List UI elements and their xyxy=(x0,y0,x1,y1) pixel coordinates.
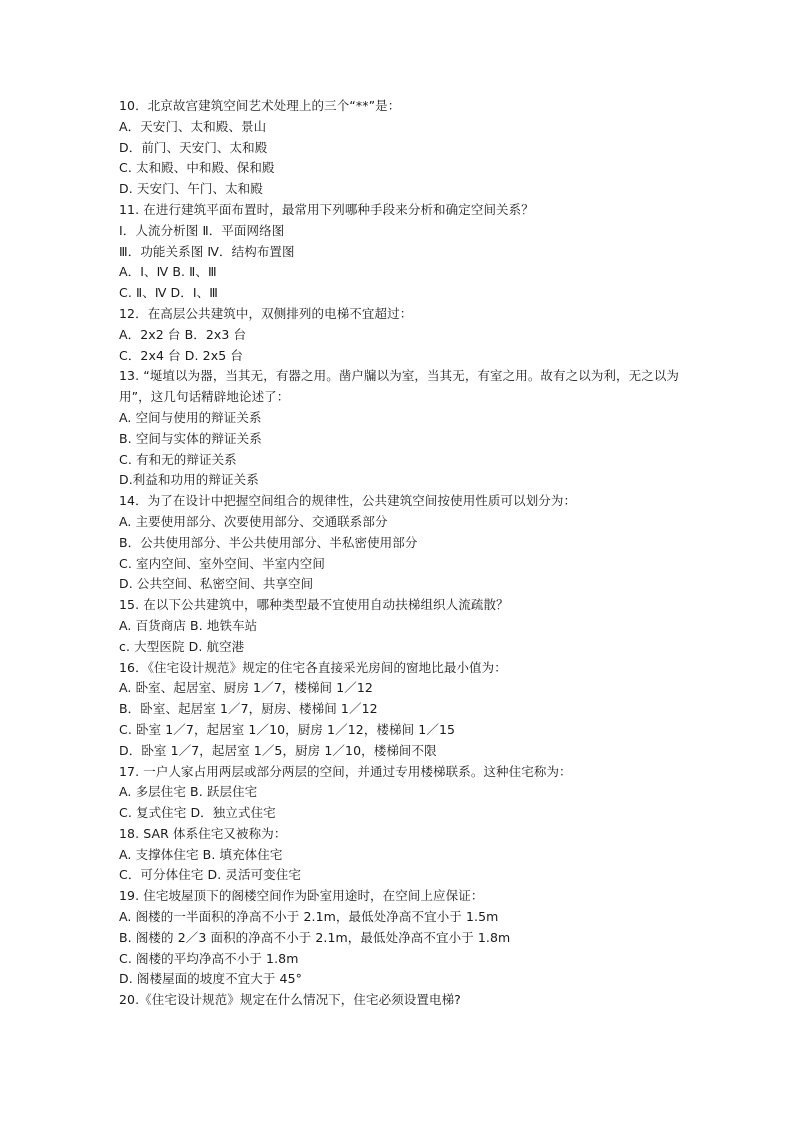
question-10-option-d2: D. 天安门、午门、太和殿 xyxy=(119,181,263,197)
question-19-option-b: B. 阁楼的 2／3 面积的净高不小于 2.1m，最低处净高不宜小于 1.8m xyxy=(119,929,511,945)
question-18-options-cd: C．可分体住宅 D. 灵活可变住宅 xyxy=(119,867,301,883)
question-11-options-cd: C. Ⅱ、Ⅳ D．Ⅰ、Ⅲ xyxy=(119,285,218,301)
question-11-stem: 11. 在进行建筑平面布置时，最常用下列哪种手段来分析和确定空间关系？ xyxy=(119,201,534,217)
question-10-option-a: A．天安门、太和殿、景山 xyxy=(119,118,267,134)
question-14-option-b: B．公共使用部分、半公共使用部分、半私密使用部分 xyxy=(119,534,418,550)
question-14-stem: 14．为了在设计中把握空间组合的规律性，公共建筑空间按使用性质可以划分为： xyxy=(119,493,577,509)
question-19-stem: 19. 住宅坡屋顶下的阁楼空间作为卧室用途时，在空间上应保证： xyxy=(119,888,484,904)
question-16-option-a: A. 卧室、起居室、厨房 1／7，楼梯间 1／12 xyxy=(119,680,373,696)
question-14-option-a: A. 主要使用部分、次要使用部分、交通联系部分 xyxy=(119,513,388,529)
question-15-stem: 15. 在以下公共建筑中，哪种类型最不宜使用自动扶梯组织人流疏散？ xyxy=(119,597,509,613)
question-11-items-2: Ⅲ．功能关系图 Ⅳ．结构布置图 xyxy=(119,243,295,259)
question-10-stem: 10．北京故宫建筑空间艺术处理上的三个“**”是： xyxy=(119,98,401,113)
question-list xyxy=(119,96,699,1011)
question-10-option-d1: D．前门、天安门、太和殿 xyxy=(119,139,268,155)
question-19-option-a: A. 阁楼的一半面积的净高不小于 2.1m，最低处净高不宜小于 1.5m xyxy=(119,909,499,925)
question-12-stem: 12．在高层公共建筑中，双侧排列的电梯不宜超过： xyxy=(119,305,413,321)
question-13-option-b: B. 空间与实体的辩证关系 xyxy=(119,430,262,446)
question-15-options-cd: c. 大型医院 D. 航空港 xyxy=(119,638,245,654)
question-12-options-ab: A．2x2 台 B．2x3 台 xyxy=(119,326,247,342)
question-11-options-ab: A．Ⅰ、Ⅳ B. Ⅱ、Ⅲ xyxy=(119,264,217,280)
question-14-option-d: D. 公共空间、私密空间、共享空间 xyxy=(119,576,314,592)
question-11-items-1: Ⅰ．人流分析图 Ⅱ．平面网络图 xyxy=(119,222,285,238)
question-17-options-cd: C. 复式住宅 D．独立式住宅 xyxy=(119,805,276,821)
question-13-option-d: D.利益和功用的辩证关系 xyxy=(119,472,259,488)
question-19-option-d: D. 阁楼屋面的坡度不宜大于 45° xyxy=(119,971,303,987)
question-19-option-c: C. 阁楼的平均净高不小于 1.8m xyxy=(119,950,299,966)
question-16-option-d: D．卧室 1／7，起居室 1／5，厨房 1／10，楼梯间不限 xyxy=(119,742,437,758)
question-20-stem: 20.《住宅设计规范》规定在什么情况下，住宅必须设置电梯? xyxy=(119,992,461,1008)
question-16-option-c: C. 卧室 1／7，起居室 1／10，厨房 1／12，楼梯间 1／15 xyxy=(119,721,456,737)
question-13-option-a: A. 空间与使用的辩证关系 xyxy=(119,409,262,425)
question-17-options-ab: A. 多层住宅 B. 跃层住宅 xyxy=(119,784,258,800)
question-12-options-cd: C．2x4 台 D. 2x5 台 xyxy=(119,347,243,363)
question-18-stem: 18. SAR 体系住宅又被称为： xyxy=(119,825,287,841)
question-17-stem: 17. 一户人家占用两层或部分两层的空间，并通过专用楼梯联系。这种住宅称为： xyxy=(119,763,572,779)
question-14-option-c: C. 室内空间、室外空间、半室内空间 xyxy=(119,555,325,571)
question-15-options-ab: A. 百货商店 B. 地铁车站 xyxy=(119,617,258,633)
question-10-option-c: C. 太和殿、中和殿、保和殿 xyxy=(119,160,275,176)
question-13-stem: 13. “埏埴以为器，当其无，有器之用。凿户牖以为室，当其无，有室之用。故有之以为利，无之以为用”，这几句话精辟地论述了： xyxy=(119,368,680,405)
question-18-options-ab: A. 支撑体住宅 B. 填充体住宅 xyxy=(119,846,283,862)
question-16-option-b: B．卧室、起居室 1／7，厨房、楼梯间 1／12 xyxy=(119,701,378,717)
question-16-stem: 16．《住宅设计规范》规定的住宅各直接采光房间的窗地比最小值为： xyxy=(119,659,507,675)
question-13-option-c: C. 有和无的辩证关系 xyxy=(119,451,237,467)
